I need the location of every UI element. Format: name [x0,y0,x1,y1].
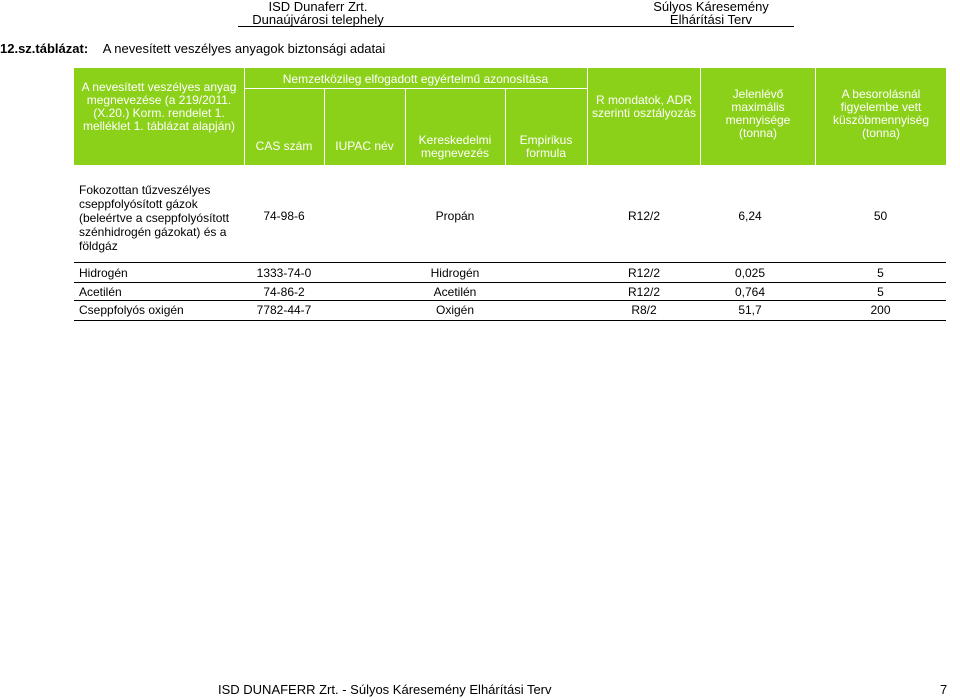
header-doc-title-2: Elhárítási Terv [669,12,753,27]
header-max-quantity: Jelenlévő maximális mennyisége (tonna) [725,87,791,140]
row-max-quantity: 0,025 [734,266,766,280]
row-cas: 74-86-2 [263,285,305,299]
table-number: 12.sz.táblázat: [0,41,89,56]
header-document [630,0,792,26]
row-separator [74,282,946,283]
header-doc-title-1: Súlyos Káresemény [653,0,769,14]
header-rule [238,26,794,27]
header-substance-name: A nevesített veszélyes anyag megnevezése (a 219/2011. (X.20.) Korm. rendelet 1. melléklet 1. táblázat alapján) [81,80,237,133]
row-separator [74,320,946,321]
header-company [238,0,398,26]
row-trade-name: Hidrogén [430,266,480,280]
table-title: A nevesített veszélyes anyagok biztonsági adatai [102,41,386,56]
header-trade-name: Kereskedelmi megnevezés [418,133,492,160]
row-trade-name: Acetilén [433,285,477,299]
row-threshold: 50 [873,209,888,223]
row-r-phrase: R8/2 [631,303,657,317]
row-max-quantity: 51,7 [738,303,762,317]
row-trade-name: Propán [435,209,475,223]
row-separator [74,262,946,263]
header-threshold: A besorolásnál figyelembe vett küszöbmennyiség (tonna) [832,87,930,140]
row-threshold: 5 [877,285,884,299]
row-substance-name: Fokozottan tűzveszélyes cseppfolyósított gázok (beleértve a cseppfolyósított szénhidrogén gázokat) és a földgáz [79,183,230,253]
header-company-name: ISD Dunaferr Zrt. [268,0,368,14]
header-divider [587,68,588,165]
row-threshold: 5 [877,266,884,280]
row-max-quantity: 6,24 [738,209,762,223]
header-identification-group: Nemzetközileg elfogadott egyértelmű azonosítása [282,72,549,86]
header-divider [505,88,506,165]
row-r-phrase: R12/2 [627,285,661,299]
row-substance-name: Hidrogén [79,266,128,280]
row-cas: 7782-44-7 [256,303,312,317]
header-cas: CAS szám [255,139,313,153]
header-divider [700,68,701,165]
row-trade-name: Oxigén [435,303,475,317]
header-divider [244,88,587,89]
row-cas: 74-98-6 [263,209,305,223]
header-r-phrases-adr: R mondatok, ADR szerinti osztályozás [591,93,697,120]
footer-text: ISD DUNAFERR Zrt. - Súlyos Káresemény Elhárítási Terv [218,682,552,697]
row-substance-name: Acetilén [79,285,122,299]
header-iupac: IUPAC név [335,139,394,153]
row-max-quantity: 0,764 [734,285,766,299]
row-separator [74,300,946,301]
row-substance-name: Cseppfolyós oxigén [79,303,184,317]
header-site: Dunaújvárosi telephely [252,12,384,27]
header-divider [324,88,325,165]
row-r-phrase: R12/2 [627,266,661,280]
header-divider [815,68,816,165]
row-threshold: 200 [870,303,891,317]
page-number: 7 [940,682,948,697]
row-r-phrase: R12/2 [627,209,661,223]
header-empirical-formula: Empirikus formula [519,133,573,160]
row-cas: 1333-74-0 [256,266,312,280]
table-caption [0,41,385,56]
